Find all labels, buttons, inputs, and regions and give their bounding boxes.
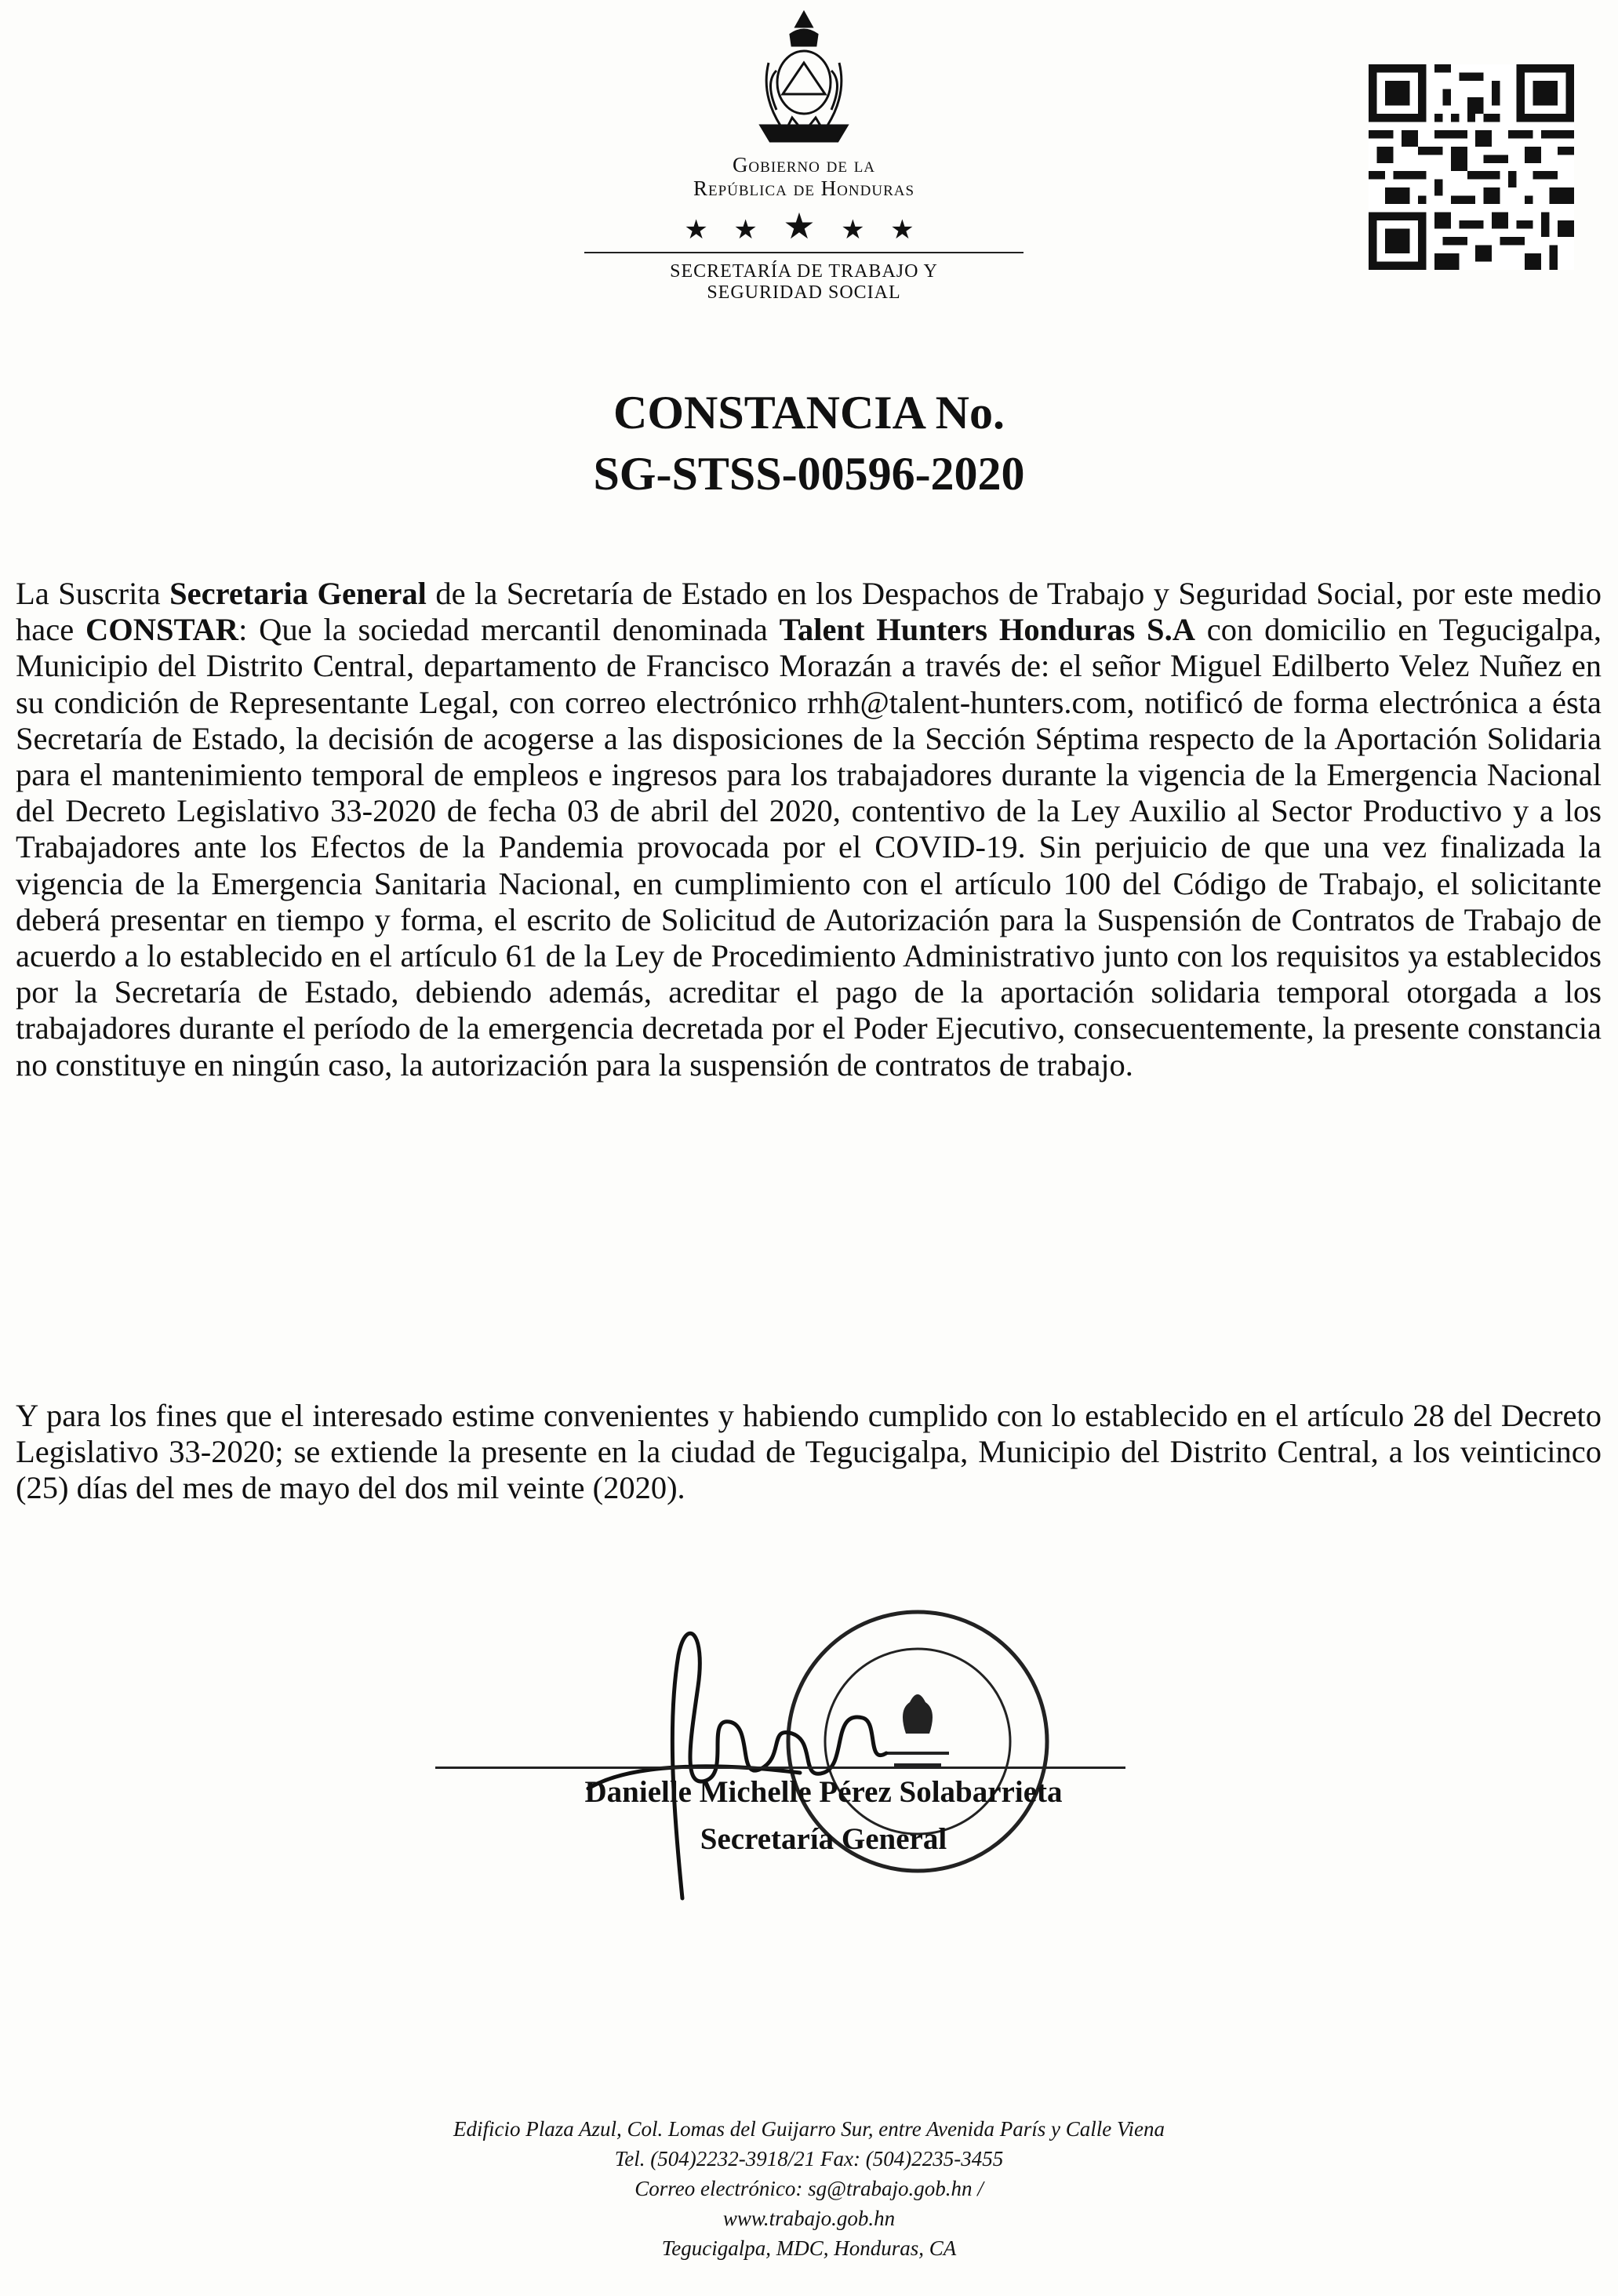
letterhead: [580, 8, 1027, 304]
p1-part-e: : Que la sociedad mercantil denominada: [238, 612, 780, 648]
p1-company-bold: Talent Hunters Honduras S.A: [779, 612, 1195, 648]
stars-row: [580, 205, 1027, 247]
letterhead-divider: [584, 252, 1024, 253]
signer-title: Secretaría General: [700, 1822, 947, 1856]
certificate-number: SG-STSS-00596-2020: [593, 448, 1025, 500]
signature-line: [435, 1767, 1125, 1769]
signer-name: Danielle Michelle Pérez Solabarrieta: [584, 1775, 1063, 1809]
ministry-name-line2: SEGURIDAD SOCIAL: [707, 282, 901, 303]
government-name-line2: República de Honduras: [693, 176, 915, 200]
footer-address: Edificio Plaza Azul, Col. Lomas del Guijarro Sur, entre Avenida París y Calle Viena: [453, 2117, 1165, 2141]
certificate-title: CONSTANCIA No.: [613, 387, 1005, 438]
footer-city: Tegucigalpa, MDC, Honduras, CA: [661, 2236, 957, 2260]
coat-of-arms-icon: [745, 8, 863, 153]
signature-and-stamp: [471, 1585, 1176, 1930]
qr-code-icon: [1369, 64, 1574, 270]
p1-part-c: de la Secretaría de Estado en los Despachos de Trabajo y Seguridad Social, por este medio hace: [16, 576, 1602, 648]
ministry-name-line1: SECRETARÍA DE TRABAJO Y: [670, 261, 938, 282]
stars-right-icon: ★ ★: [841, 216, 924, 245]
p1-part-a: La Suscrita: [16, 576, 170, 611]
stars-left-icon: ★ ★: [684, 216, 767, 245]
certificate-body-paragraph: [16, 576, 1602, 1083]
government-name-line1: Gobierno de la: [732, 153, 876, 176]
footer-email: Correo electrónico: sg@trabajo.gob.hn /: [634, 2177, 984, 2200]
p1-part-g: con domicilio en Tegucigalpa, Municipio del Distrito Central, departamento de Francisco Morazán a través de: el señor Miguel Edilberto Velez Nuñez en su condición de Representante Legal, con correo electrónico rrhh@talent-hunters.com, notificó de forma electrónica a ésta Secretaría de Estado, la decisión de acogerse a las disposiciones de la Sección Séptima respecto de la Aportación Solidaria para el mantenimiento temporal de empleos e ingresos para los trabajadores durante la vigencia de la Emergencia Nacional del Decreto Legislativo 33-2020 de fecha 03 de abril del 2020, contentivo de la Ley Auxilio al Sector Productivo y a los Trabajadores ante los Efectos de la Pandemia provocada por el COVID-19. Sin perjuicio de que una vez finalizada la vigencia de la Emergencia Sanitaria Nacional, en cumplimiento con el artículo 100 del Código de Trabajo, el solicitante deberá presentar en tiempo y forma, el escrito de Solicitud de Autorización para la Suspensión de Contratos de Trabajo de acuerdo a lo establecido en el artículo 61 de la Ley de Procedimiento Administrativo junto con los requisitos ya establecidos por la Secretaría de Estado, debiendo además, acreditar el pago de la aportación solidaria temporal otorgada a los trabajadores durante el período de la emergencia decretada por el Poder Ejecutivo, consecuentemente, la presente constancia no constituye en ningún caso, la autorización para la suspensión de contratos de trabajo.: [16, 612, 1602, 1083]
star-center-icon: ★: [783, 206, 825, 246]
p1-issuer-bold: Secretaria General: [169, 576, 427, 611]
footer-address-block: [0, 2114, 1618, 2263]
footer-phone: Tel. (504)2232-3918/21 Fax: (504)2235-3455: [614, 2147, 1004, 2170]
footer-website: www.trabajo.gob.hn: [722, 2207, 896, 2230]
closing-paragraph: Y para los fines que el interesado estime convenientes y habiendo cumplido con lo establecido en el artículo 28 del Decreto Legislativo 33-2020; se extiende la presente en la ciudad de Tegucigalpa, Municipio del Distrito Central, a los veinticinco (25) días del mes de mayo del dos mil veinte (2020).: [16, 1398, 1602, 1506]
p1-constar-bold: CONSTAR: [85, 612, 239, 648]
